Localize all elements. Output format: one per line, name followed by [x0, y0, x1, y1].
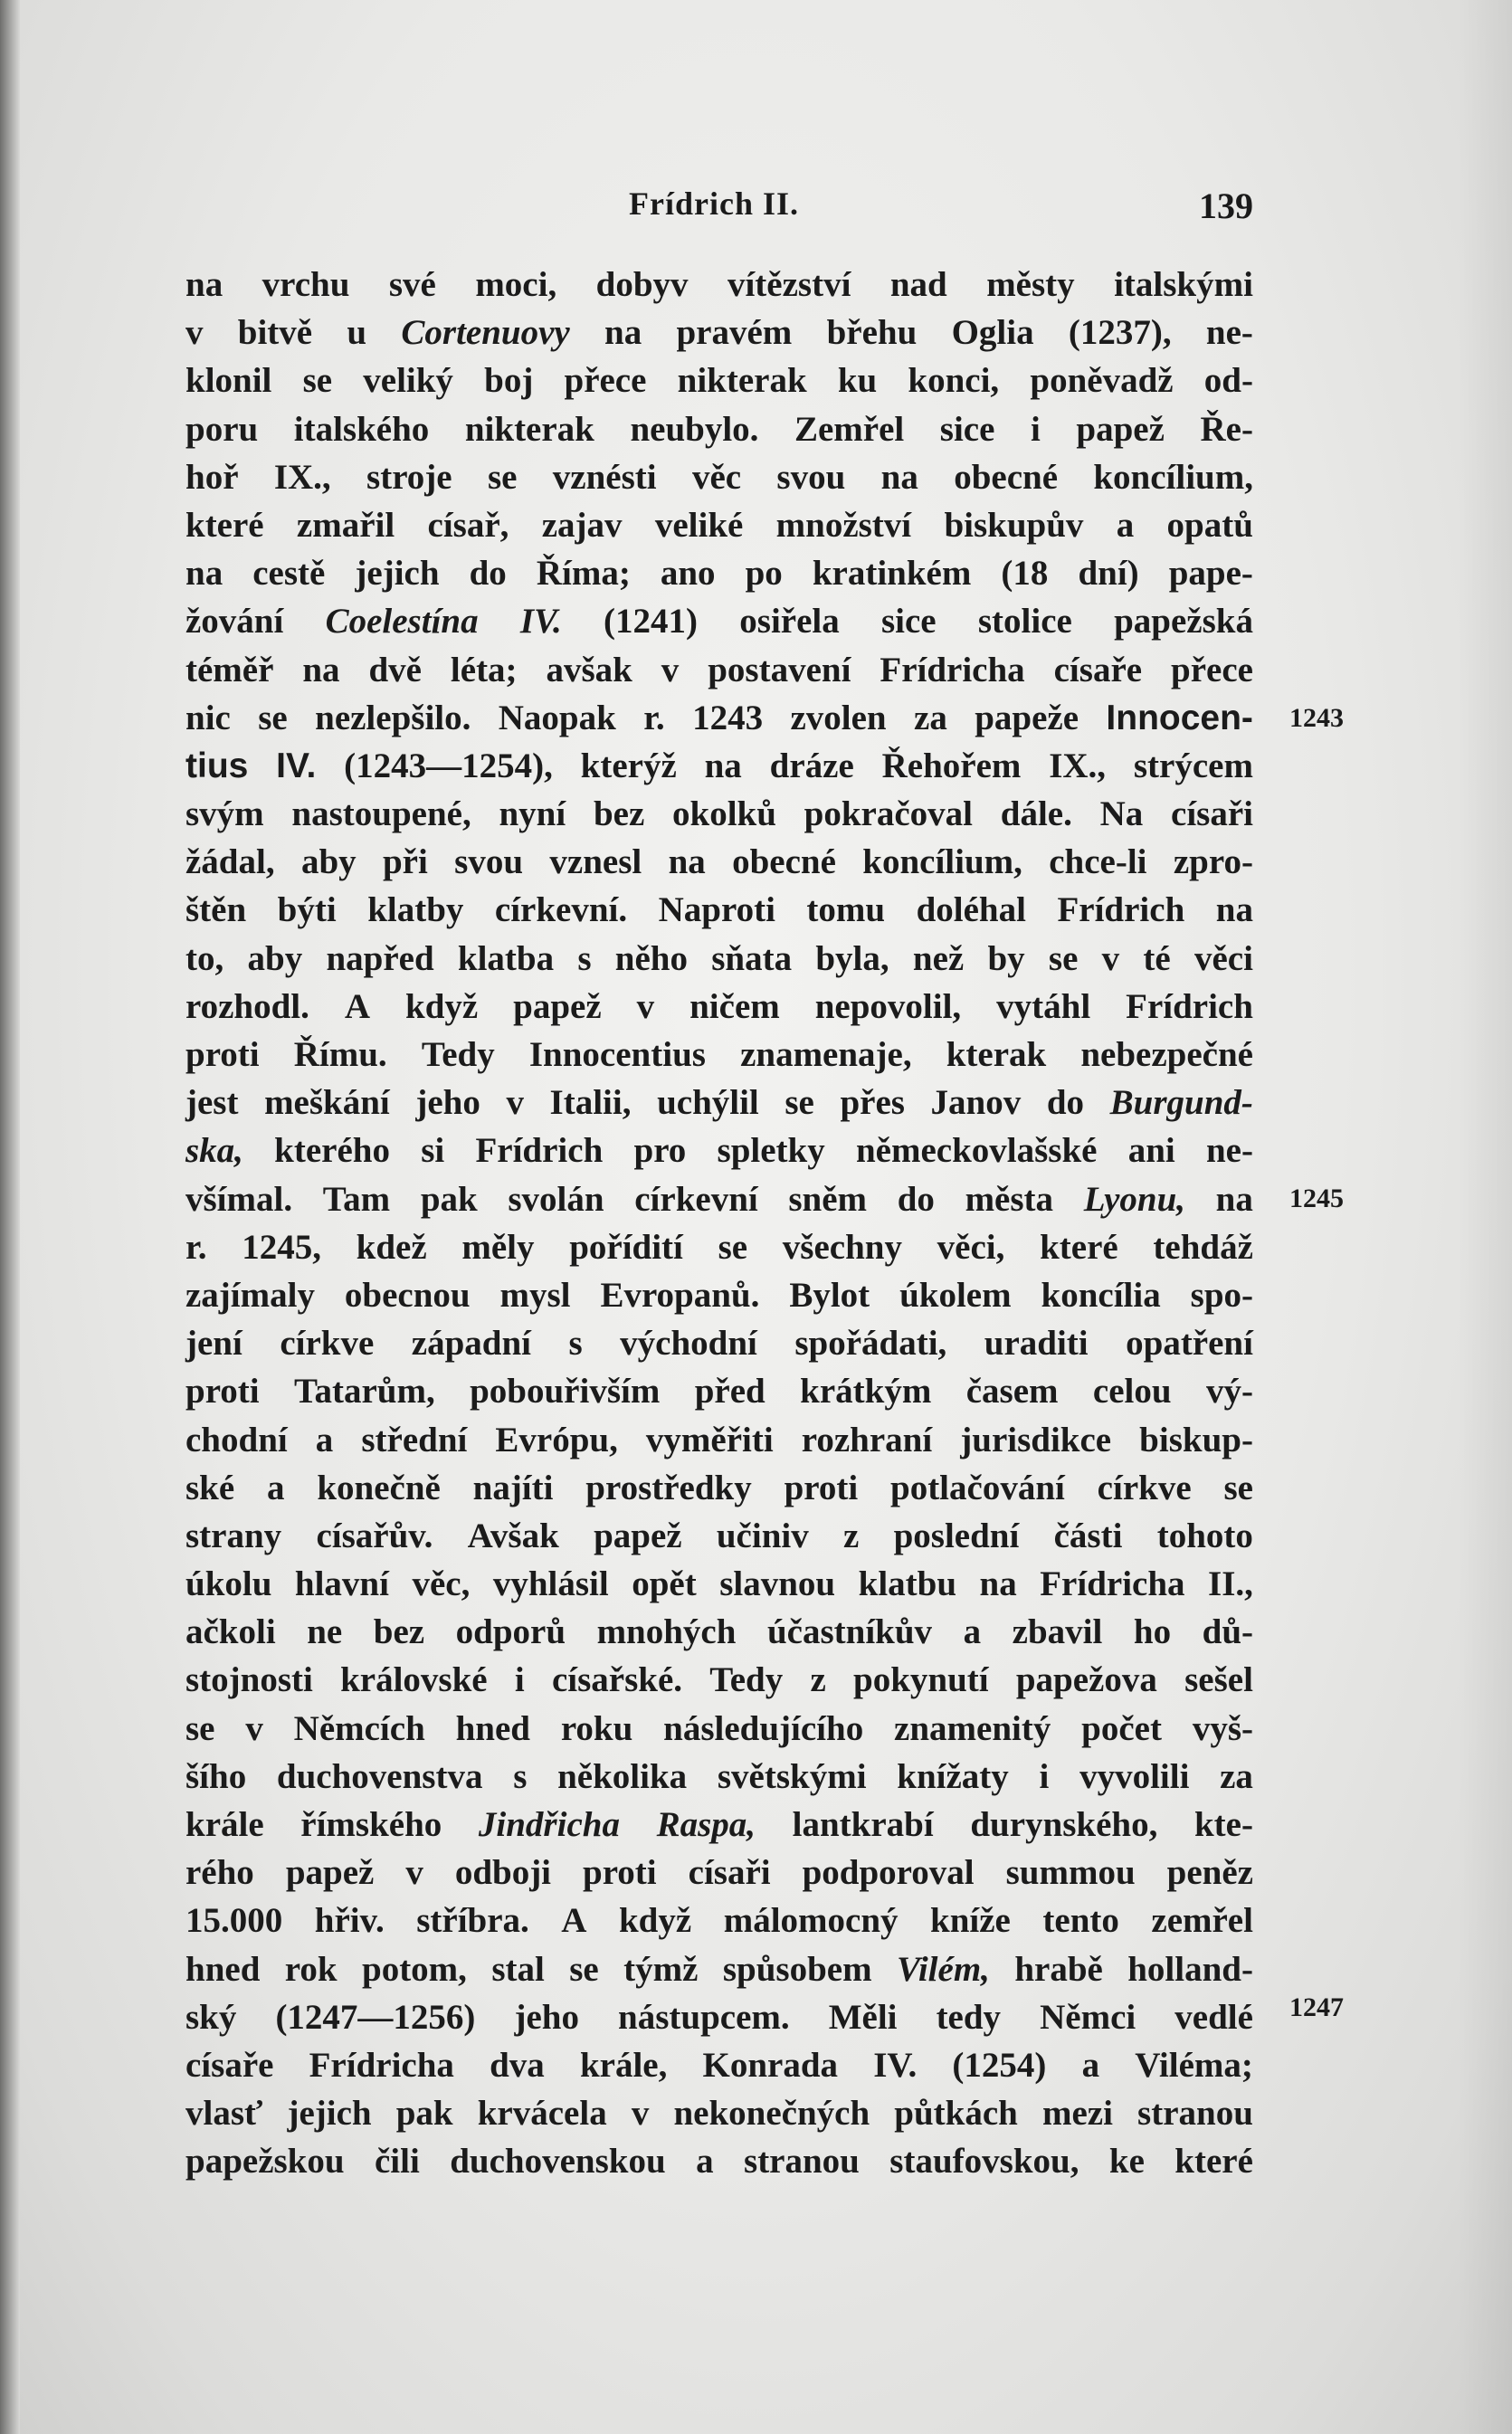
text-line: žování Coelestína IV. (1241) osiřela sice stolice papežská	[185, 602, 1253, 642]
text-line: strany císařův. Avšak papež učiniv z poslední části tohoto	[185, 1516, 1253, 1555]
text-line: ský (1247—1256) jeho nástupcem. Měli tedy Němci vedlé	[185, 1997, 1253, 2037]
text-line: klonil se veliký boj přece nikterak ku konci, poněvadž od-	[185, 361, 1253, 401]
text-line: svým nastoupené, nyní bez okolků pokračoval dále. Na císaři	[185, 794, 1253, 834]
page-right-shade	[1458, 0, 1512, 2434]
text-line: ačkoli ne bez odporů mnohých účastníkův a zbavil ho dů-	[185, 1612, 1253, 1652]
marginal-year-1247: 1247	[1289, 1992, 1344, 2022]
text-line: hoř IX., stroje se vznésti věc svou na obecné koncílium,	[185, 457, 1253, 497]
text-line: se v Němcích hned roku následujícího znamenitý počet vyš-	[185, 1708, 1253, 1748]
text-line: 15.000 hřiv. stříbra. A když málomocný kníže tento zemřel	[185, 1901, 1253, 1941]
text-line: žádal, aby při svou vznesl na obecné koncílium, chce-li zpro-	[185, 842, 1253, 882]
body-text	[185, 261, 1253, 2186]
text-line: rozhodl. A když papež v ničem nepovolil, vytáhl Frídrich	[185, 986, 1253, 1026]
text-line: rého papež v odboji proti císaři podporoval summou peněz	[185, 1853, 1253, 1893]
text-line: to, aby napřed klatba s něho sňata byla, než by se v té věci	[185, 938, 1253, 978]
page-number: 139	[1199, 185, 1253, 226]
text-line: chodní a střední Evrópu, vyměřiti rozhraní jurisdikce biskup-	[185, 1420, 1253, 1459]
text-line: jest meškání jeho v Italii, uchýlil se přes Janov do Burgund-	[185, 1083, 1253, 1123]
running-head: Frídrich II.	[629, 185, 799, 222]
text-line: tius IV. (1243—1254), kterýž na dráze Řehořem IX., strýcem	[185, 746, 1253, 785]
page-binding-edge	[0, 0, 20, 2434]
text-line: stojnosti královské i císařské. Tedy z pokynutí papežova sešel	[185, 1660, 1253, 1700]
marginal-year-1243: 1243	[1289, 703, 1344, 733]
text-line: které zmařil císař, zajav veliké množství biskupův a opatů	[185, 505, 1253, 545]
text-line: hned rok potom, stal se týmž spůsobem Vilém, hrabě holland-	[185, 1949, 1253, 1989]
text-line: císaře Frídricha dva krále, Konrada IV. (1254) a Viléma;	[185, 2045, 1253, 2085]
text-line: téměř na dvě léta; avšak v postavení Frídricha císaře přece	[185, 650, 1253, 689]
text-line: krále římského Jindřicha Raspa, lantkrabí durynského, kte-	[185, 1805, 1253, 1844]
page-header	[185, 177, 1253, 232]
text-line: na cestě jejich do Říma; ano po kratinkém (18 dní) pape-	[185, 554, 1253, 594]
text-line: zajímaly obecnou mysl Evropanů. Bylot úkolem koncília spo-	[185, 1275, 1253, 1315]
text-line: ské a konečně najíti prostředky proti potlačování církve se	[185, 1468, 1253, 1507]
text-line: vlasť jejich pak krvácela v nekonečných půtkách mezi stranou	[185, 2094, 1253, 2134]
marginal-year-1245: 1245	[1289, 1184, 1344, 1213]
text-line: poru italského nikterak neubylo. Zemřel sice i papež Ře-	[185, 409, 1253, 449]
text-line: ska, kterého si Frídrich pro spletky německovlašské ani ne-	[185, 1131, 1253, 1171]
text-line: šího duchovenstva s několika světskými knížaty i vyvolili za	[185, 1756, 1253, 1796]
text-line: jení církve západní s východní spořádati, uraditi opatření	[185, 1324, 1253, 1364]
text-line: r. 1245, kdež měly pořídití se všechny věci, které tehdáž	[185, 1227, 1253, 1267]
text-line: v bitvě u Cortenuovy na pravém břehu Oglia (1237), ne-	[185, 313, 1253, 353]
text-line: proti Tatarům, pobouřivším před krátkým časem celou vý-	[185, 1372, 1253, 1412]
text-line: nic se nezlepšilo. Naopak r. 1243 zvolen za papeže Innocen-	[185, 698, 1253, 737]
text-line: všímal. Tam pak svolán církevní sněm do města Lyonu, na	[185, 1179, 1253, 1219]
text-line: úkolu hlavní věc, vyhlásil opět slavnou klatbu na Frídricha II.,	[185, 1564, 1253, 1604]
text-line: proti Římu. Tedy Innocentius znamenaje, kterak nebezpečné	[185, 1035, 1253, 1074]
text-line: na vrchu své moci, dobyv vítězství nad městy italskými	[185, 265, 1253, 304]
text-line: štěn býti klatby církevní. Naproti tomu doléhal Frídrich na	[185, 890, 1253, 930]
text-line: papežskou čili duchovenskou a stranou staufovskou, ke které	[185, 2142, 1253, 2182]
